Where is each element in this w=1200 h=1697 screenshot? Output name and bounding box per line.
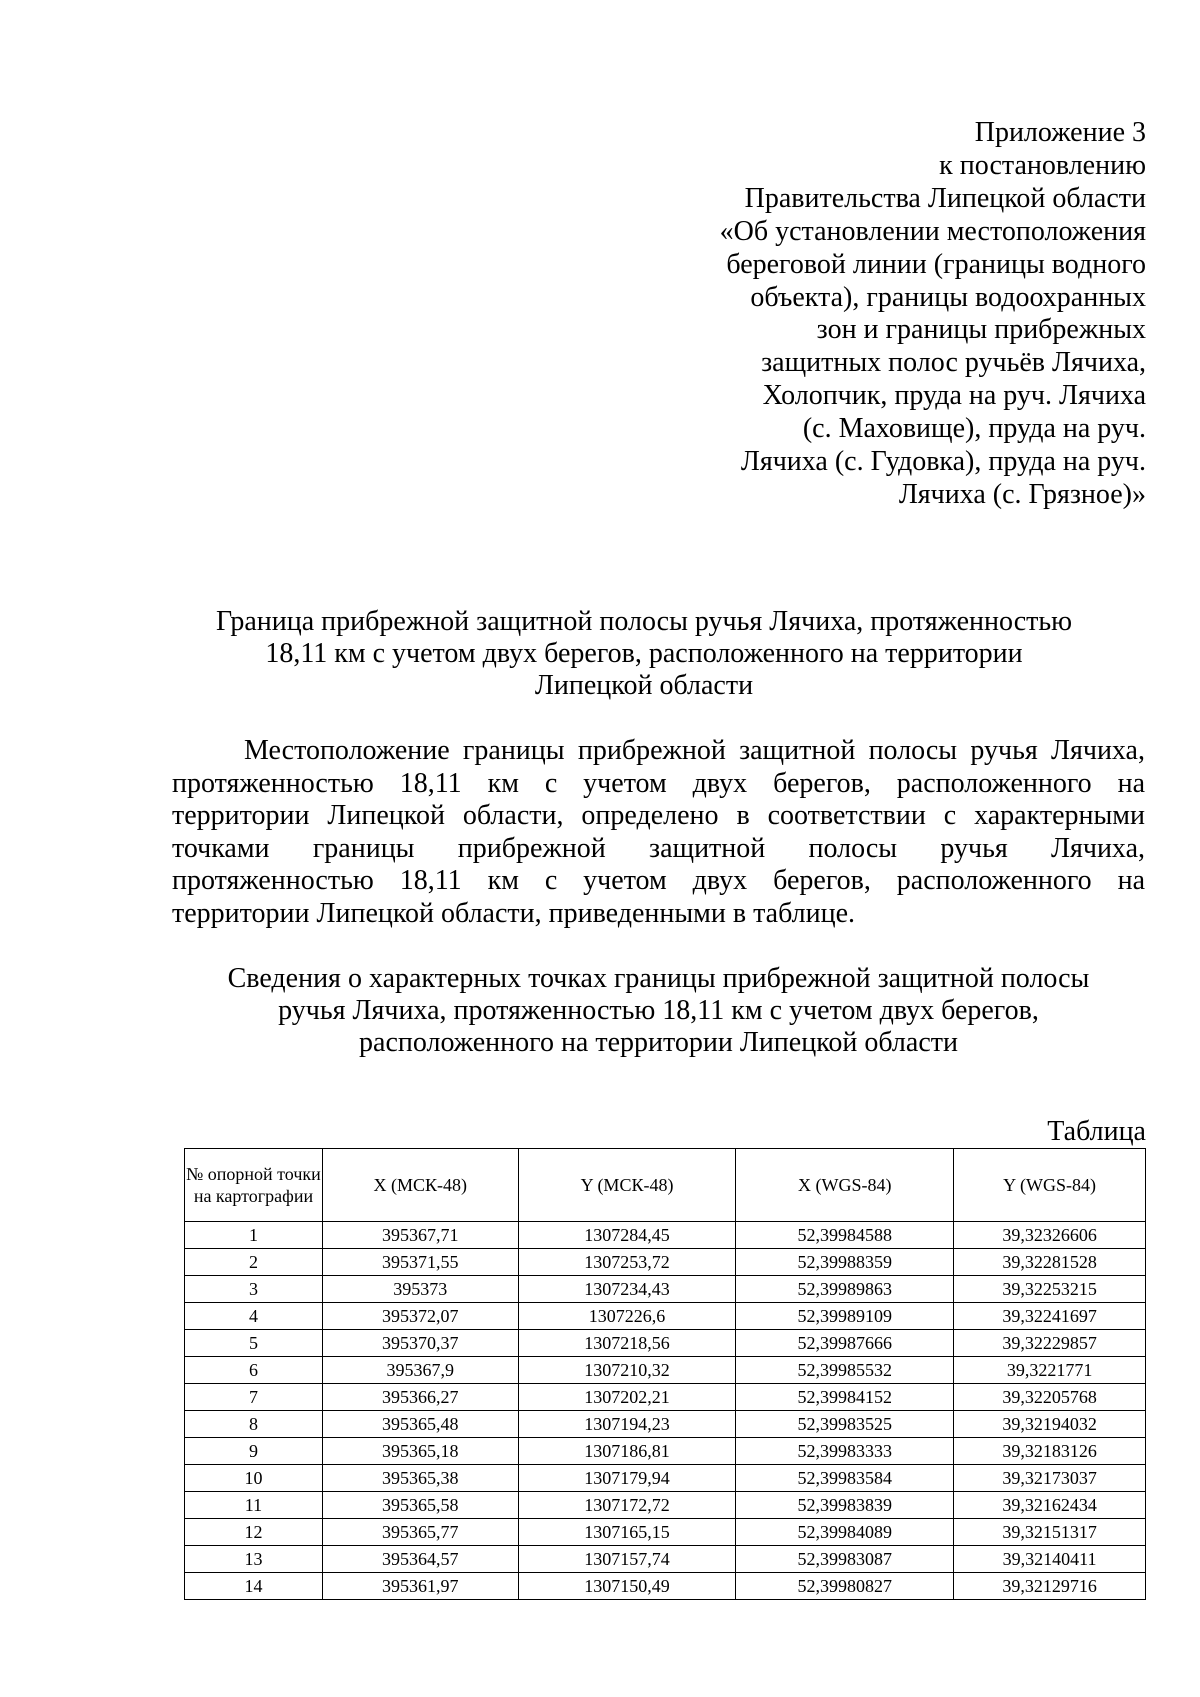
cell-y-msk: 1307157,74 (518, 1546, 736, 1573)
cell-x-wgs: 52,39980827 (736, 1573, 954, 1600)
appendix-line: береговой линии (границы водного (726, 248, 1146, 280)
cell-y-wgs: 39,32129716 (954, 1573, 1146, 1600)
table-row (185, 1492, 1146, 1519)
table-row (185, 1249, 1146, 1276)
table-row (185, 1573, 1146, 1600)
cell-x-msk: 395365,58 (322, 1492, 518, 1519)
cell-point-number: 10 (185, 1465, 323, 1492)
body-paragraph (172, 735, 1145, 930)
cell-point-number: 14 (185, 1573, 323, 1600)
table-row (185, 1303, 1146, 1330)
cell-y-msk: 1307234,43 (518, 1276, 736, 1303)
cell-point-number: 8 (185, 1411, 323, 1438)
table-row (185, 1330, 1146, 1357)
cell-y-msk: 1307202,21 (518, 1384, 736, 1411)
appendix-header (506, 117, 1146, 512)
cell-x-msk: 395366,27 (322, 1384, 518, 1411)
paragraph-line: протяженностью 18,11 км с учетом двух берегов, расположенного на (172, 865, 1145, 896)
cell-y-msk: 1307218,56 (518, 1330, 736, 1357)
cell-y-wgs: 39,32281528 (954, 1249, 1146, 1276)
table-body (185, 1222, 1146, 1600)
header-x-wgs: X (WGS-84) (736, 1149, 954, 1222)
cell-point-number: 13 (185, 1546, 323, 1573)
cell-x-msk: 395367,9 (322, 1357, 518, 1384)
cell-x-msk: 395365,18 (322, 1438, 518, 1465)
cell-y-wgs: 39,3221771 (954, 1357, 1146, 1384)
appendix-line: Приложение 3 (974, 117, 1146, 148)
header-point-number: № опорной точки на картографии (185, 1149, 323, 1222)
table-row (185, 1519, 1146, 1546)
cell-x-wgs: 52,39987666 (736, 1330, 954, 1357)
header-y-wgs: Y (WGS-84) (954, 1149, 1146, 1222)
cell-y-wgs: 39,32162434 (954, 1492, 1146, 1519)
cell-y-wgs: 39,32173037 (954, 1465, 1146, 1492)
cell-y-wgs: 39,32194032 (954, 1411, 1146, 1438)
cell-y-msk: 1307226,6 (518, 1303, 736, 1330)
title-line: Липецкой области (534, 670, 754, 701)
table-row (185, 1546, 1146, 1573)
cell-point-number: 1 (185, 1222, 323, 1249)
cell-x-msk: 395371,55 (322, 1249, 518, 1276)
cell-x-msk: 395365,77 (322, 1519, 518, 1546)
paragraph-line: территории Липецкой области, приведенными в таблице. (172, 897, 856, 929)
table-row (185, 1438, 1146, 1465)
appendix-line: защитных полос ручьёв Лячиха, (761, 347, 1146, 379)
cell-y-msk: 1307165,15 (518, 1519, 736, 1546)
cell-y-msk: 1307150,49 (518, 1573, 736, 1600)
table-row (185, 1465, 1146, 1492)
cell-point-number: 12 (185, 1519, 323, 1546)
cell-y-msk: 1307194,23 (518, 1411, 736, 1438)
cell-x-wgs: 52,39983333 (736, 1438, 954, 1465)
cell-point-number: 3 (185, 1276, 323, 1303)
cell-x-msk: 395365,48 (322, 1411, 518, 1438)
paragraph-line: территории Липецкой области, определено в соответствии с характерными (172, 800, 1145, 831)
cell-y-msk: 1307179,94 (518, 1465, 736, 1492)
cell-y-msk: 1307172,72 (518, 1492, 736, 1519)
coordinates-table (184, 1148, 1146, 1600)
appendix-line: Правительства Липецкой области (744, 182, 1146, 214)
appendix-line: Лячиха (с. Гудовка), пруда на руч. (740, 446, 1146, 478)
table-title (172, 963, 1145, 1059)
cell-y-wgs: 39,32140411 (954, 1546, 1146, 1573)
cell-x-wgs: 52,39985532 (736, 1357, 954, 1384)
appendix-line: Холопчик, пруда на руч. Лячиха (762, 380, 1146, 412)
appendix-line: объекта), границы водоохранных (750, 281, 1146, 313)
paragraph-line: Местоположение границы прибрежной защитной полосы ручья Лячиха, (244, 735, 1145, 766)
cell-x-wgs: 52,39983839 (736, 1492, 954, 1519)
cell-x-msk: 395373 (322, 1276, 518, 1303)
appendix-line: зон и границы прибрежных (816, 314, 1146, 346)
cell-y-msk: 1307186,81 (518, 1438, 736, 1465)
cell-x-wgs: 52,39984152 (736, 1384, 954, 1411)
cell-y-msk: 1307253,72 (518, 1249, 736, 1276)
paragraph-line: протяженностью 18,11 км с учетом двух берегов, расположенного на (172, 767, 1145, 799)
cell-y-wgs: 39,32253215 (954, 1276, 1146, 1303)
appendix-line: «Об установлении местоположения (719, 215, 1146, 247)
cell-x-wgs: 52,39983087 (736, 1546, 954, 1573)
header-x-msk: X (МСК-48) (322, 1149, 518, 1222)
cell-y-msk: 1307284,45 (518, 1222, 736, 1249)
cell-y-wgs: 39,32241697 (954, 1303, 1146, 1330)
cell-x-msk: 395367,71 (322, 1222, 518, 1249)
cell-y-wgs: 39,32229857 (954, 1330, 1146, 1357)
cell-x-msk: 395365,38 (322, 1465, 518, 1492)
table-row (185, 1357, 1146, 1384)
cell-point-number: 7 (185, 1384, 323, 1411)
document-title (172, 606, 1116, 702)
table-header-row (185, 1149, 1146, 1222)
appendix-line: к постановлению (939, 149, 1146, 181)
paragraph-line: точками границы прибрежной защитной полосы ручья Лячиха, (172, 832, 1145, 864)
cell-x-msk: 395361,97 (322, 1573, 518, 1600)
cell-point-number: 2 (185, 1249, 323, 1276)
table-row (185, 1276, 1146, 1303)
cell-x-msk: 395372,07 (322, 1303, 518, 1330)
cell-point-number: 4 (185, 1303, 323, 1330)
appendix-line: (с. Маховище), пруда на руч. (802, 413, 1146, 445)
table-title-line: Сведения о характерных точках границы прибрежной защитной полосы (227, 963, 1090, 994)
cell-y-wgs: 39,32205768 (954, 1384, 1146, 1411)
title-line: Граница прибрежной защитной полосы ручья Лячиха, протяженностью (215, 606, 1073, 637)
cell-x-wgs: 52,39988359 (736, 1249, 954, 1276)
cell-y-msk: 1307210,32 (518, 1357, 736, 1384)
cell-x-msk: 395364,57 (322, 1546, 518, 1573)
table-row (185, 1222, 1146, 1249)
cell-x-wgs: 52,39983525 (736, 1411, 954, 1438)
cell-y-wgs: 39,32326606 (954, 1222, 1146, 1249)
cell-point-number: 6 (185, 1357, 323, 1384)
cell-y-wgs: 39,32151317 (954, 1519, 1146, 1546)
cell-x-wgs: 52,39984588 (736, 1222, 954, 1249)
header-y-msk: Y (МСК-48) (518, 1149, 736, 1222)
table-title-line: расположенного на территории Липецкой области (359, 1027, 958, 1058)
title-line: 18,11 км с учетом двух берегов, расположенного на территории (265, 638, 1023, 669)
table-caption: Таблица (1047, 1116, 1146, 1147)
table-row (185, 1411, 1146, 1438)
cell-point-number: 9 (185, 1438, 323, 1465)
cell-x-wgs: 52,39984089 (736, 1519, 954, 1546)
cell-x-wgs: 52,39989863 (736, 1276, 954, 1303)
table-title-line: ручья Лячиха, протяженностью 18,11 км с учетом двух берегов, (278, 995, 1039, 1026)
cell-x-wgs: 52,39989109 (736, 1303, 954, 1330)
cell-point-number: 5 (185, 1330, 323, 1357)
cell-y-wgs: 39,32183126 (954, 1438, 1146, 1465)
cell-x-msk: 395370,37 (322, 1330, 518, 1357)
table-row (185, 1384, 1146, 1411)
cell-point-number: 11 (185, 1492, 323, 1519)
appendix-line: Лячиха (с. Грязное)» (898, 478, 1146, 510)
cell-x-wgs: 52,39983584 (736, 1465, 954, 1492)
